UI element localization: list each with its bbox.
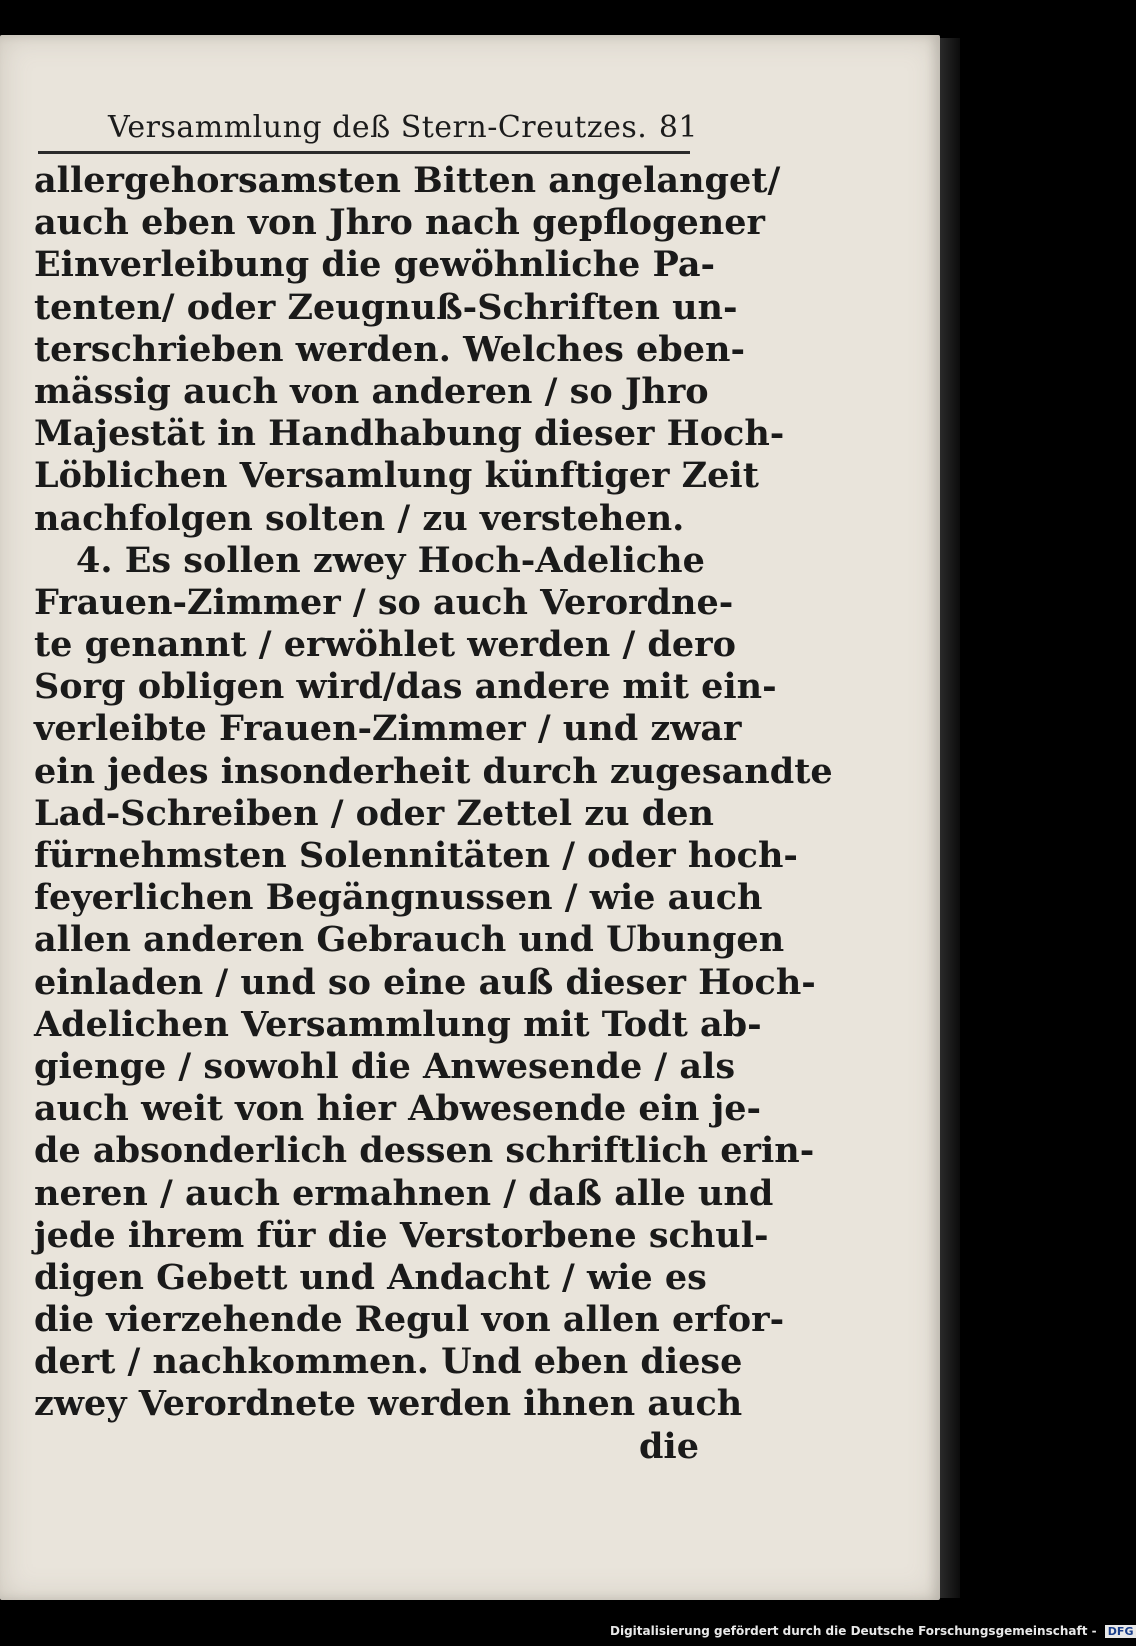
text-line: Majestät in Handhabung dieser Hoch-	[34, 413, 785, 455]
text-line: tenten/ oder Zeugnuß-Schriften un-	[34, 286, 738, 328]
text-line: feyerlichen Begängnussen / wie auch	[34, 877, 763, 919]
page-number: 81	[658, 110, 698, 145]
text-line: mässig auch von anderen / so Jhro	[34, 370, 709, 412]
text-line: die vierzehende Regul von allen erfor-	[34, 1299, 785, 1341]
text-line: nachfolgen solten / zu verstehen.	[34, 497, 685, 539]
text-line: allen anderen Gebrauch und Ubungen	[34, 919, 785, 961]
text-line: Lad-Schreiben / oder Zettel zu den	[34, 792, 714, 834]
text-line: Frauen-Zimmer / so auch Verordne-	[34, 581, 734, 623]
text-line: ein jedes insonderheit durch zugesandte	[34, 750, 833, 792]
text-line: dert / nachkommen. Und eben diese	[34, 1341, 743, 1383]
text-line: Einverleibung die gewöhnliche Pa-	[34, 244, 716, 286]
text-line: allergehorsamsten Bitten angelanget/	[34, 160, 781, 201]
text-line: gienge / sowohl die Anwesende / als	[34, 1045, 736, 1087]
text-line: Sorg obligen wird/das andere mit ein-	[34, 666, 777, 708]
text-line: einladen / und so eine auß dieser Hoch-	[34, 961, 816, 1003]
text-line: te genannt / erwöhlet werden / dero	[34, 624, 736, 666]
text-line: Adelichen Versammlung mit Todt ab-	[34, 1003, 762, 1045]
text-line: terschrieben werden. Welches eben-	[34, 328, 746, 370]
running-head-title: Versammlung deß Stern-Creutzes.	[108, 110, 648, 145]
text-line: jede ihrem für die Verstorbene schul-	[34, 1214, 769, 1256]
digitization-credit	[610, 1624, 1136, 1642]
text-line: Löblichen Versamlung künftiger Zeit	[34, 455, 759, 497]
text-line: fürnehmsten Solennitäten / oder hoch-	[34, 835, 798, 876]
text-line: zwey Verordnete werden ihnen auch	[34, 1383, 743, 1425]
credit-text: Digitalisierung gefördert durch die Deutsche Forschungsgemeinschaft -	[610, 1624, 1097, 1638]
body-text	[34, 160, 833, 1468]
text-line: auch eben von Jhro nach gepflogener	[34, 202, 765, 244]
text-line: digen Gebett und Andacht / wie es	[34, 1256, 707, 1298]
running-head	[98, 106, 698, 152]
text-line: auch weit von hier Abwesende ein je-	[34, 1088, 762, 1130]
book-edge	[940, 38, 960, 1598]
text-line: neren / auch ermahnen / daß alle und	[34, 1172, 774, 1214]
catchword: die	[638, 1425, 699, 1467]
dfg-logo: DFG	[1105, 1625, 1136, 1638]
paragraph-start: 4. Es sollen zwey Hoch-Adeliche	[76, 539, 705, 581]
text-line: verleibte Frauen-Zimmer / und zwar	[34, 708, 742, 750]
text-line: de absonderlich dessen schriftlich erin-	[34, 1130, 815, 1172]
header-rule	[38, 151, 690, 154]
